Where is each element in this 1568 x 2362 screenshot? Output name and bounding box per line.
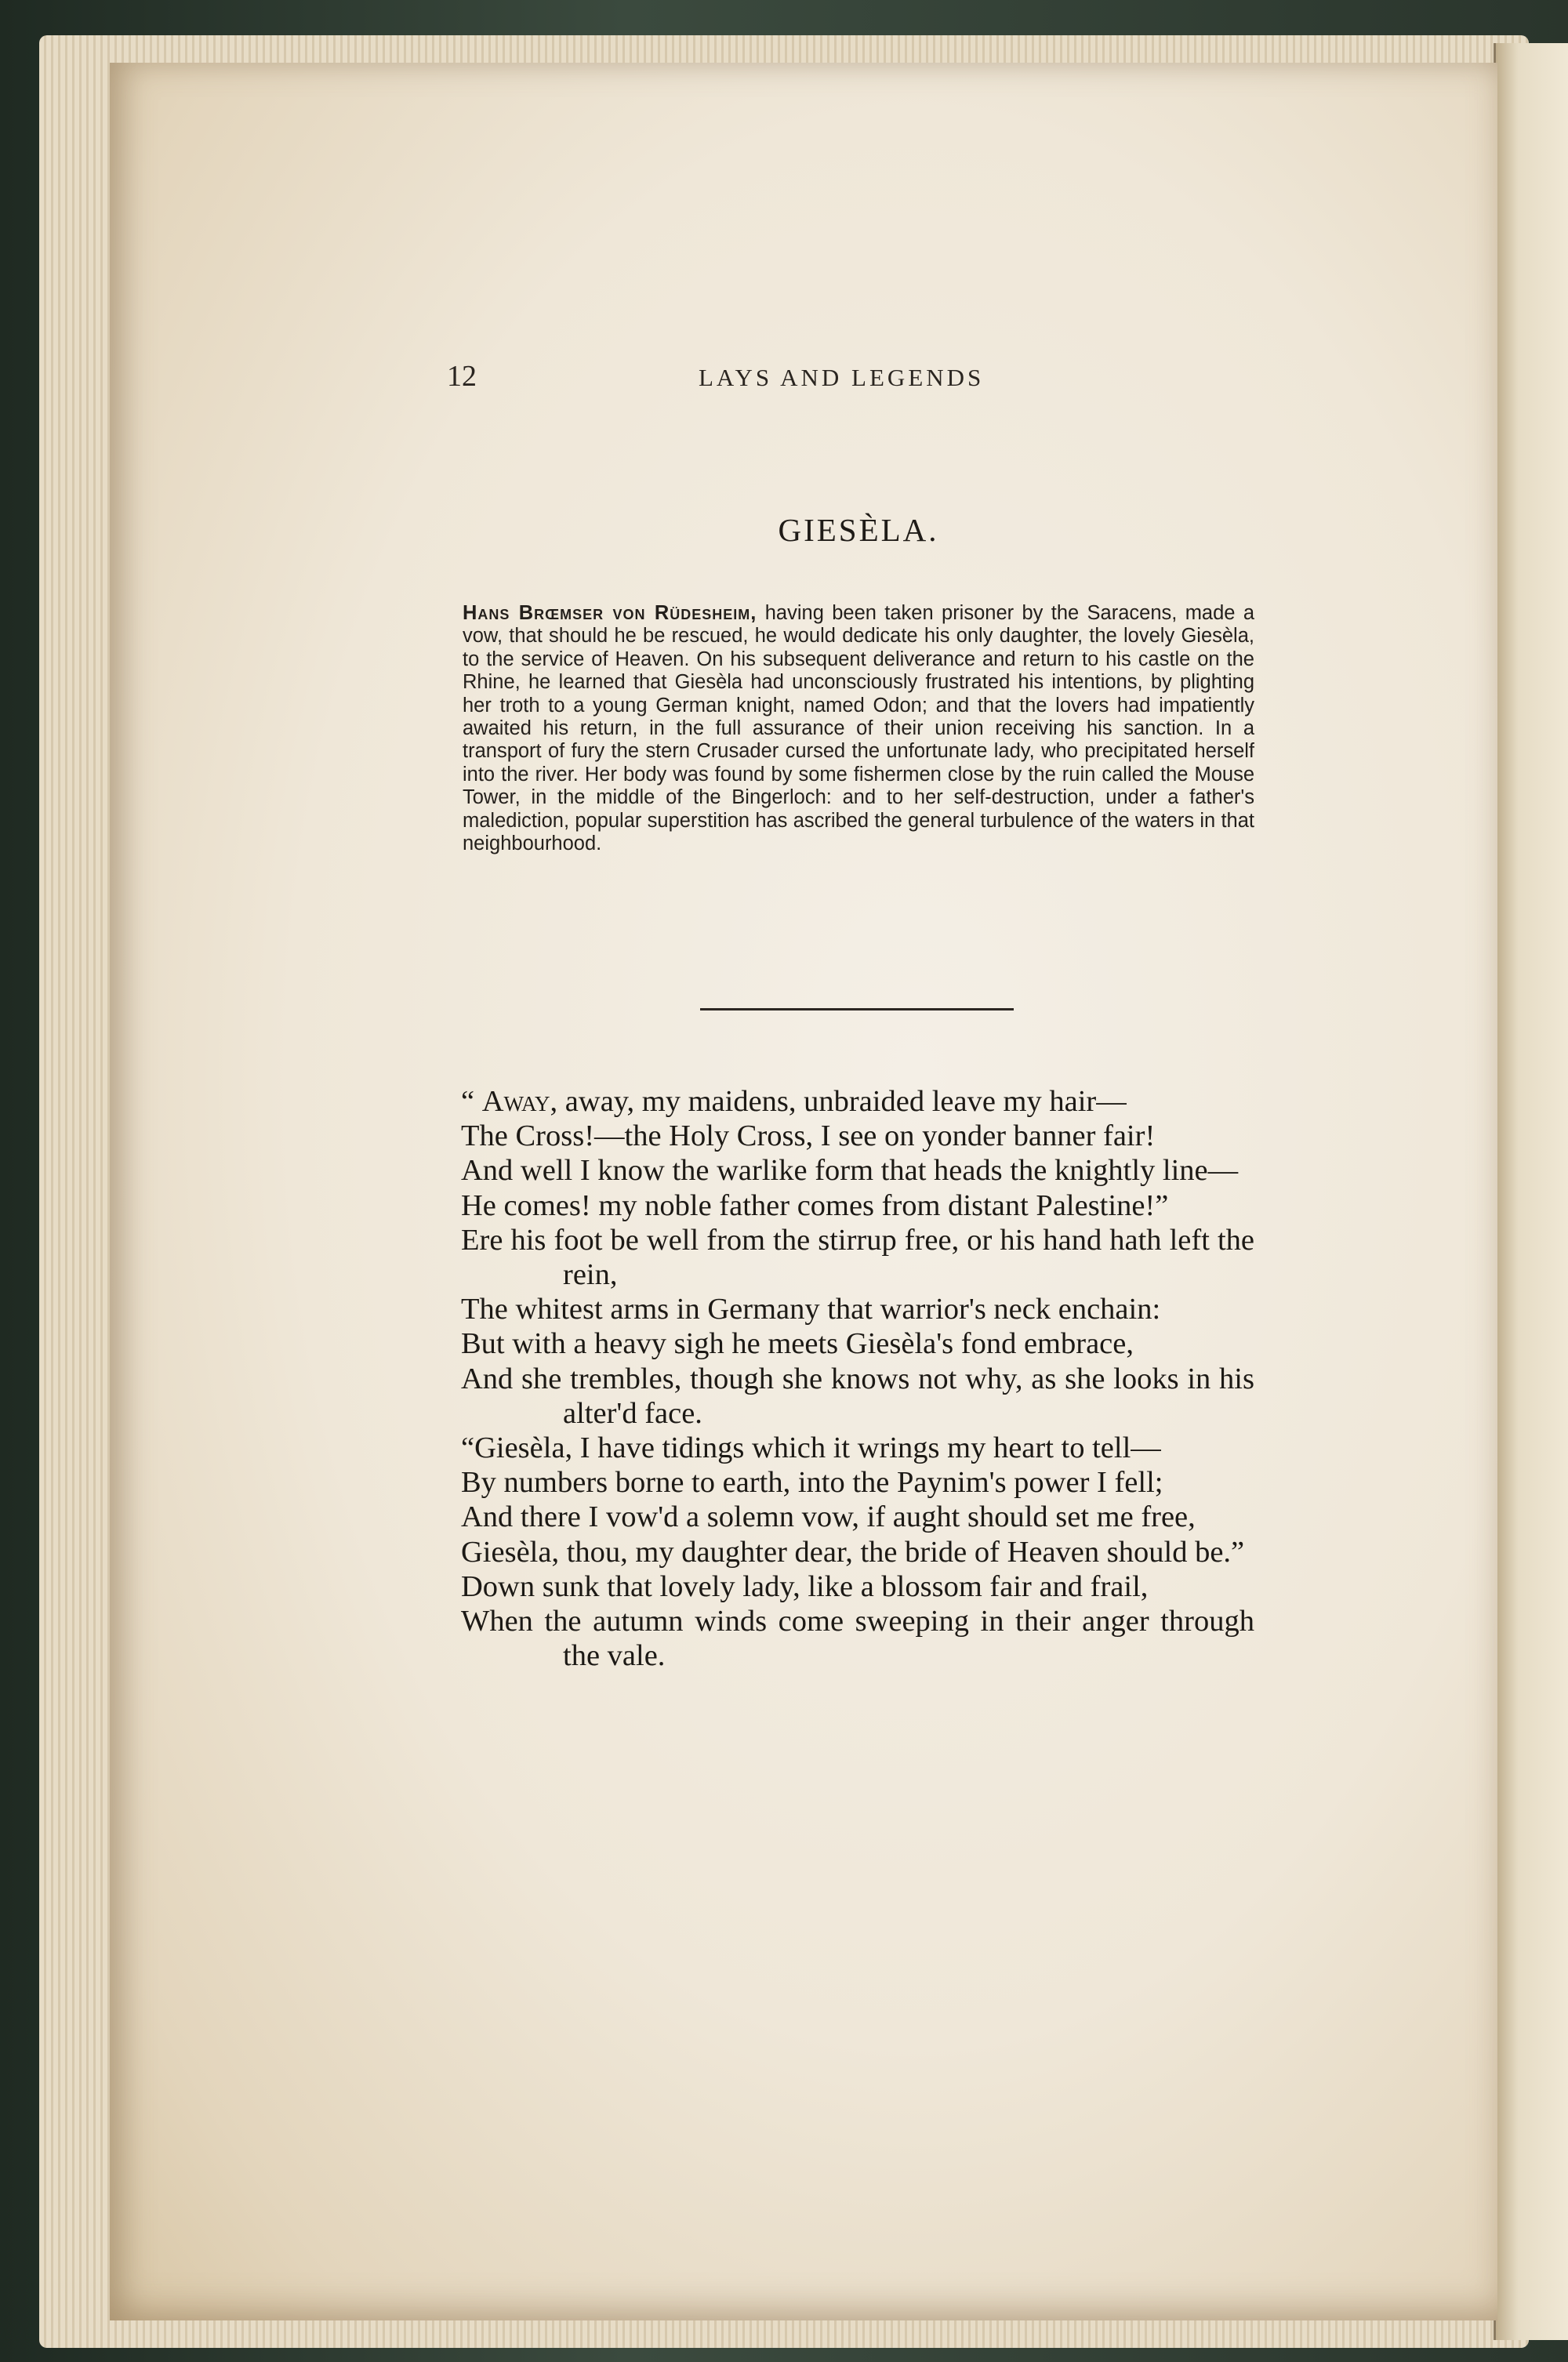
- running-title: LAYS AND LEGENDS: [699, 364, 985, 391]
- poem-line-5: Ere his foot be well from the stirrup free, or his hand hath left the rein,: [461, 1223, 1254, 1292]
- poem-line-4: He comes! my noble father comes from distant Palestine!”: [461, 1188, 1169, 1222]
- poem-title: GIESÈLA.: [778, 512, 939, 548]
- poem-line-6: The whitest arms in Germany that warrior's neck enchain:: [461, 1293, 1161, 1326]
- poem-line-11: And there I vow'd a solemn vow, if aught should set me free,: [461, 1500, 1196, 1534]
- poem-line-3: And well I know the warlike form that heads the knightly line—: [461, 1154, 1239, 1188]
- intro-lead: Hans Brœmser von Rüdesheim,: [463, 602, 757, 624]
- poem-line-8: And she trembles, though she knows not why, as she looks in his alter'd face.: [461, 1362, 1254, 1430]
- section-rule: [700, 1008, 1014, 1010]
- intro-paragraph: [463, 602, 1254, 855]
- poem-line-2: The Cross!—the Holy Cross, I see on yonder banner fair!: [461, 1119, 1156, 1153]
- poem-line-9: “Giesèla, I have tidings which it wrings my heart to tell—: [461, 1431, 1161, 1465]
- intro-text: having been taken prisoner by the Saracens, made a vow, that should he be rescued, he would dedicate his only daughter, the lovely Giesèla, to the service of Heaven. On his subsequent deliverance and return to his castle on the Rhine, he learned that Giesèla had unconsciously frustrated his intentions, by plighting her troth to a young German knight, named Odon; and that the lovers had impatiently awaited his return, in the full assurance of their union receiving his sanction. In a transport of fury the stern Crusader cursed the unfortunate lady, who precipitated herself into the river. Her body was found by some fishermen close by the ruin called the Mouse Tower, in the middle of the Bingerloch: and to her self-destruction, under a father's malediction, popular superstition has ascribed the general turbulence of the waters in that neighbourhood.: [463, 602, 1255, 855]
- running-header: [447, 359, 1254, 398]
- poem-body: [461, 1084, 1254, 1673]
- poem-line-13: Down sunk that lovely lady, like a blossom fair and frail,: [461, 1569, 1149, 1603]
- opening-quote: “: [461, 1085, 475, 1118]
- page-number: 12: [447, 360, 477, 393]
- first-line-rest: away, my maidens, unbraided leave my hair—: [564, 1085, 1127, 1118]
- poem-line-14: When the autumn winds come sweeping in their anger through the vale.: [461, 1605, 1254, 1673]
- poem-line-10: By numbers borne to earth, into the Paynim's power I fell;: [461, 1466, 1163, 1500]
- poem-line-1: [461, 1084, 1254, 1119]
- poem-line-7: But with a heavy sigh he meets Giesèla's fond embrace,: [461, 1327, 1134, 1361]
- poem-line-12: Giesèla, thou, my daughter dear, the bride of Heaven should be.”: [461, 1535, 1245, 1569]
- first-word: Away,: [481, 1085, 558, 1118]
- facing-page-edge: [1494, 43, 1568, 2340]
